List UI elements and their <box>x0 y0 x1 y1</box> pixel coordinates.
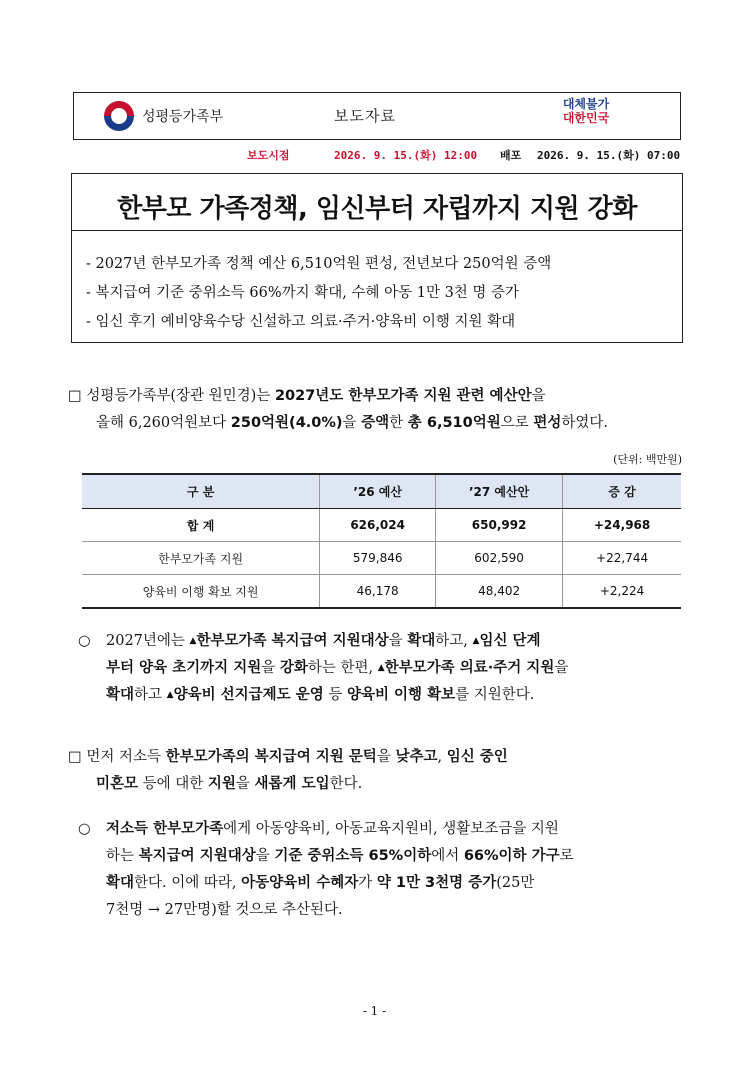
bullet-welfare-expansion <box>78 816 685 924</box>
text-run: 성평등가족부(장관 원민경)는 <box>86 388 275 404</box>
text-run: 하는 <box>106 848 139 864</box>
text-run: 가 <box>358 875 377 891</box>
paragraph-indent-line <box>68 410 684 437</box>
bold-run: 편성 <box>533 415 562 431</box>
bold-run: 250억원(4.0%) <box>230 415 343 431</box>
table-cell: +24,968 <box>563 509 681 542</box>
bold-run: 약 1만 3천명 증가 <box>376 875 497 891</box>
budget-table <box>82 473 681 609</box>
ministry-emblem-icon <box>104 101 134 131</box>
bold-run: 부터 양육 초기까지 지원 <box>106 660 262 676</box>
text-run: 올해 6,260억원보다 <box>96 415 231 431</box>
text-run: 을 <box>255 848 275 864</box>
summary-line-3: - 임신 후기 예비양육수당 신설하고 의료·주거·양육비 이행 지원 확대 <box>86 314 516 330</box>
distribution-time: 2026. 9. 15.(화) 07:00 <box>537 149 681 162</box>
distribution-label: 배포 <box>500 149 522 162</box>
bold-run: 임신 단계 <box>479 633 541 649</box>
text-run: 을 <box>235 776 255 792</box>
bold-run: 총 6,510억원 <box>407 415 501 431</box>
bold-run: 임신 중인 <box>446 749 508 765</box>
text-run: 등에 대한 <box>138 776 208 792</box>
bold-run: 저소득 한부모가족 <box>106 821 224 837</box>
text-run: 하는 한편, <box>307 660 378 676</box>
bold-run: 66%이하 가구 <box>463 848 560 864</box>
bullet-text <box>82 816 685 924</box>
text-run: 을 <box>554 660 569 676</box>
triangle-icon: ▲ <box>377 663 385 673</box>
table-cell: +2,224 <box>563 575 681 609</box>
slogan-line-2: 대한민국 <box>562 111 610 125</box>
text-run: 에서 <box>431 848 464 864</box>
bold-run: 복지급여 지원대상 <box>138 848 256 864</box>
table-cell: +22,744 <box>563 542 681 575</box>
bold-run: 양육비 선지급제도 운영 <box>173 687 324 703</box>
text-run: 하였다. <box>561 415 609 431</box>
text-run: 에게 아동양육비, 아동교육지원비, 생활보조금을 지원 <box>223 821 559 837</box>
text-run: 한다. 이에 따라, <box>134 875 242 891</box>
press-release-label: 보도자료 <box>334 107 396 125</box>
bold-run: 확대 <box>106 687 135 703</box>
text-run: 하고, <box>435 633 473 649</box>
table-unit-note: (단위: 백만원) <box>613 453 682 466</box>
table-cell: 48,402 <box>436 575 563 609</box>
press-header <box>73 92 681 140</box>
bullet-circle-marker: ○ <box>78 633 91 649</box>
table-cell: 626,024 <box>320 509 436 542</box>
headline-title: 한부모 가족정책, 임신부터 자립까지 지원 강화 <box>117 194 637 224</box>
bold-run: 새롭게 도입 <box>254 776 330 792</box>
table-cell: 46,178 <box>320 575 436 609</box>
slogan-line-1: 대체불가 <box>562 97 610 111</box>
bullet-2027-plan <box>78 628 685 709</box>
text-run: 등 <box>323 687 347 703</box>
embargo-label: 보도시점 <box>247 149 290 162</box>
text-run: 을 <box>376 749 396 765</box>
bold-run: 2027년도 한부모가족 지원 관련 예산안 <box>274 388 532 404</box>
text-run: , <box>437 749 447 765</box>
table-cell: 579,846 <box>320 542 436 575</box>
text-run: 하고 <box>134 687 167 703</box>
bold-run: 지원 <box>207 776 236 792</box>
paragraph-budget-overview <box>68 383 684 437</box>
paragraph-indent-line <box>68 771 684 798</box>
table-cell: 양육비 이행 확보 지원 <box>82 575 320 609</box>
header-change: 증 감 <box>563 474 681 509</box>
paragraph-eligibility <box>68 744 684 798</box>
bold-run: 강화 <box>279 660 308 676</box>
header-category: 구 분 <box>82 474 320 509</box>
header-2027-budget: ’27 예산안 <box>436 474 563 509</box>
page-number: - 1 - <box>362 1004 387 1018</box>
header-2026-budget: ’26 예산 <box>320 474 436 509</box>
triangle-icon: ▲ <box>472 636 480 646</box>
text-run: 를 지원한다. <box>455 687 535 703</box>
bold-run: 양육비 이행 확보 <box>346 687 456 703</box>
embargo-time: 2026. 9. 15.(화) 12:00 <box>334 149 478 162</box>
text-run: 을 <box>388 633 408 649</box>
text-run: 으로 <box>500 415 534 431</box>
text-run: 먼저 저소득 <box>86 749 166 765</box>
table-row <box>82 542 681 575</box>
section-box-marker: □ <box>68 749 82 765</box>
bullet-circle-marker: ○ <box>78 821 91 837</box>
bold-run: 확대 <box>407 633 436 649</box>
table-cell: 602,590 <box>436 542 563 575</box>
text-run: 2027년에는 <box>106 633 190 649</box>
text-run: 한 <box>389 415 408 431</box>
bold-run: 한부모가족 의료·주거 지원 <box>384 660 555 676</box>
table-cell: 650,992 <box>436 509 563 542</box>
bold-run: 증액 <box>361 415 390 431</box>
text-run: 을 <box>531 388 546 404</box>
bold-run: 낮추고 <box>395 749 438 765</box>
summary-line-1: - 2027년 한부모가족 정책 예산 6,510억원 편성, 전년보다 250억원 증액 <box>86 256 552 272</box>
bold-run: 미혼모 <box>96 776 139 792</box>
table-header-row <box>82 474 681 509</box>
text-run: 을 <box>261 660 280 676</box>
bold-run: 한부모가족의 복지급여 지원 문턱 <box>165 749 377 765</box>
table-row-total <box>82 509 681 542</box>
bold-run: 한부모가족 복지급여 지원대상 <box>196 633 389 649</box>
triangle-icon: ▲ <box>166 690 174 700</box>
text-run: 7천명 → 27만명)할 것으로 추산된다. <box>106 902 343 918</box>
bullet-text <box>82 628 685 709</box>
table-cell: 합 계 <box>82 509 320 542</box>
headline-box <box>71 173 683 343</box>
ministry-name: 성평등가족부 <box>142 109 224 125</box>
bold-run: 확대 <box>106 875 135 891</box>
bold-run: 아동양육비 수혜자 <box>241 875 359 891</box>
slogan-logo <box>554 97 618 125</box>
text-run: (25만 <box>496 875 535 891</box>
table-cell: 한부모가족 지원 <box>82 542 320 575</box>
headline-divider <box>72 230 682 231</box>
section-box-marker: □ <box>68 388 82 404</box>
summary-line-2: - 복지급여 기준 중위소득 66%까지 확대, 수혜 아동 1만 3천 명 증가 <box>86 285 520 301</box>
text-run: 을 <box>342 415 362 431</box>
text-run: 로 <box>559 848 574 864</box>
triangle-icon: ▲ <box>189 636 197 646</box>
bold-run: 기준 중위소득 65%이하 <box>274 848 432 864</box>
text-run: 한다. <box>329 776 363 792</box>
table-row <box>82 575 681 609</box>
